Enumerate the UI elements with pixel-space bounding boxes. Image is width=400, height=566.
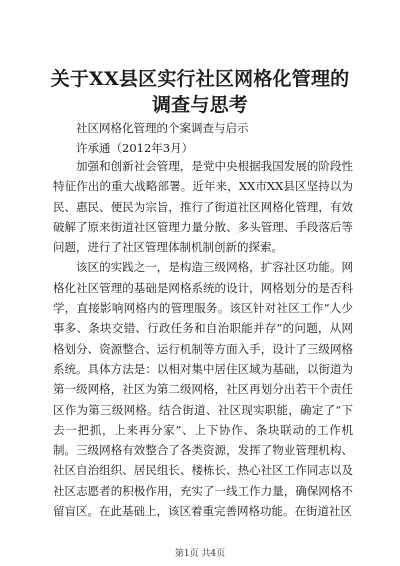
page-footer: 第1页 共4页 [174, 549, 226, 559]
document-subtitle: 社区网格化管理的个案调查与启示 [76, 121, 249, 135]
document-title: 关于XX县区实行社区网格化管理的调查与思考 [50, 68, 350, 116]
author-date: 许承通（2012年3月） [76, 141, 194, 155]
paragraph-2: 该区的实践之一，是构造三级网格，扩容社区功能。网格化社区管理的基础是网格系统的设计，网格划分的是否科学，直接影响网格内的管理服务。该区针对社区工作“人少事多、条块交错、行政任务和自治职能并存”的问题，从网格划分、资源整合、运行机制等方面入手，设计了三级网格系统。具体方法是：以相对集中居住区域为基础，以街道为第一级网格，社区为第二级网格，社区再划分出若干个责任区作为第三级网格。结合街道、社区现实职能，确定了“下去一把抓，上来再分家”、上下协作、条块联动的工作机制。三级网格有效整合了各类资源，发挥了物业管理机构、社区自治组织、居民组长、楼栋长、热心社区工作同志以及社区志愿者的积极作用，充实了一线工作力量，确保网格不留盲区。在此基础上，该区着重完善网格功能。在街道社区 [53, 260, 353, 519]
paragraph-1: 加强和创新社会管理，是党中央根据我国发展的阶段性特征作出的重大战略部署。近年来，XX市XX县区坚持以为民、惠民、便民为宗旨，推行了街道社区网格化管理，有效破解了原来街道社区管理力量分散、多头管理、手段落后等问题，进行了社区管理体制机制创新的探索。 [53, 159, 353, 255]
document-body [53, 156, 353, 521]
